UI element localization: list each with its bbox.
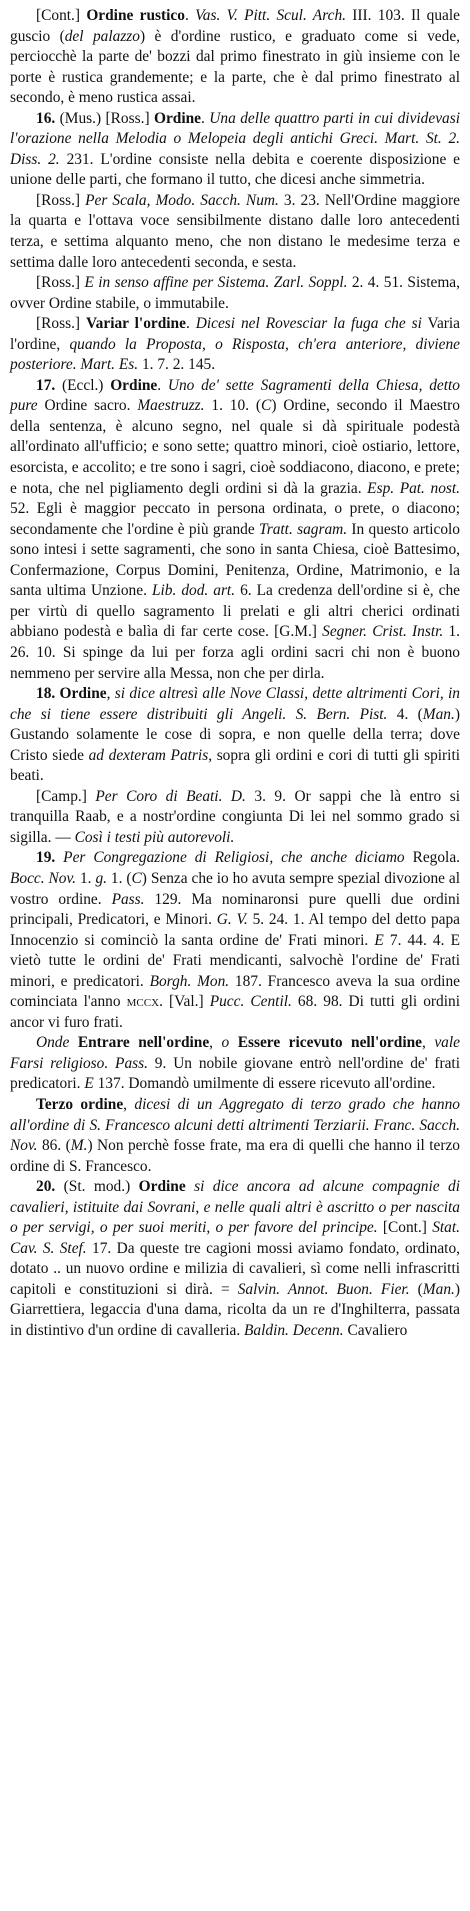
dictionary-entry-paragraph <box>10 1177 460 1341</box>
text-run: 129. Ma nominaronsi pure quelli due ordini principali, Predicatori, e Minori. <box>10 890 460 929</box>
text-run: Dicesi nel Rovesciar la fuga che si <box>195 315 422 333</box>
text-run: C <box>261 397 272 415</box>
text-run: Ordine <box>110 376 158 394</box>
text-run: 1. 26. 10. Si spinge da lui per forza agli ordini sacri chi non è buono nemmeno per servire alla Messa, non che per dirla. <box>10 623 461 682</box>
text-run: 1. <box>76 869 96 887</box>
dictionary-entry-paragraph <box>10 787 460 849</box>
text-run: 3. 9. Or sappi che là entro si tranquilla Raab, e a nostr'ordine congiunta Di lei nel sommo grado si sigilla. — <box>10 787 460 846</box>
text-run: E in senso affine per Sistema. Zarl. Soppl. <box>84 274 348 292</box>
text-run: . <box>201 109 210 127</box>
text-run: In questo articolo sono intesi i sette sagramenti, che sono in santa Chiesa, cioè Battesimo, Confermazione, Corpus Domini, Penitenza, Ordine, Matrimonio, e la santa ultima Unzione. <box>10 520 460 600</box>
text-run: Una delle quattro parti in cui dividevasi l'orazione nella Melodia o Melopeia degli antichi Greci. Mart. St. 2. Diss. 2. <box>10 109 461 168</box>
text-run: ) è d'ordine rustico, e graduato come si vede, perciocchè la parte de' bozzi dal primo finestrato in giù insieme con le porte è rustica grandemente; e la parte, che è dal primo finestrato al secondo, è meno rustica assai. <box>10 27 461 107</box>
text-run: 86. ( <box>37 1137 71 1155</box>
text-run: ) Ordine, secondo il Maestro della sentenza, è alcuno segno, nel quale si dà spirituale podestà all'ordinato all'ufficio; e sono sette; quattro minori, cioè ostiario, lettore, esorcista, e accolito; e tre sono i sagri, cioè soddiacono, diacono, e prete; e nota, che nel pigliamento degli ordini si dà la grazia. <box>10 397 460 497</box>
text-run: [Ross.] <box>36 274 85 292</box>
text-run: Borgh. Mon. <box>149 972 230 990</box>
text-run: 187. Francesco aveva la sua ordine cominciata l'anno <box>10 972 460 1011</box>
text-run: , <box>123 1095 135 1113</box>
dictionary-entry-paragraph <box>10 273 460 314</box>
text-run: Ordine rustico <box>86 7 185 24</box>
text-run: ad dexteram Patris <box>88 746 209 764</box>
text-run: 6. La credenza dell'ordine si è, che per virtù di quello sagramento li prelati e gli altri cherici ordinati abbiano podestà e balìa di far certe cose. [G.M.] <box>10 582 460 641</box>
text-run: Per Coro di Beati. D. <box>95 787 246 805</box>
text-run: M. <box>70 1137 88 1155</box>
text-run: Vas. V. Pitt. Scul. Arch. <box>195 7 346 24</box>
text-run: Terzo ordine <box>36 1095 124 1113</box>
text-run: Esp. Pat. nost. <box>367 479 460 497</box>
text-run: mccx <box>126 993 160 1011</box>
text-run: [Ross.] <box>36 315 86 333</box>
text-run: [Cont.] <box>377 1219 433 1237</box>
dictionary-entry-paragraph <box>10 1033 460 1095</box>
text-run <box>186 1178 194 1195</box>
text-run: 231. L'ordine consiste nella debita e coerente disposizione e unione delle parti, che formano il tutto, che dicesi anche simmetria. <box>10 150 460 189</box>
dictionary-entry-paragraph <box>10 376 460 684</box>
text-run: Onde <box>36 1034 70 1052</box>
text-run: (Eccl.) <box>62 376 111 394</box>
text-run: Ordine <box>138 1178 186 1196</box>
text-run <box>229 1034 238 1051</box>
text-run: Pass. <box>111 890 145 908</box>
text-run: 20. <box>36 1178 64 1196</box>
text-run: Lib. dod. art. <box>151 582 236 600</box>
text-run: (St. mod.) <box>63 1178 139 1196</box>
text-run: 2. 4. 51. Sistema, ovver Ordine stabile, o immutabile. <box>10 274 460 312</box>
text-run: 17. <box>36 376 62 394</box>
text-run: (Mus.) [Ross.] <box>59 109 154 127</box>
text-run: 18. Ordine <box>36 685 107 703</box>
text-run: E <box>374 931 384 949</box>
text-run: Regola. <box>404 849 461 867</box>
text-run: E <box>84 1075 94 1093</box>
text-run: [Cont.] <box>36 7 87 24</box>
text-run: , <box>421 1034 435 1052</box>
text-run: Per Scala, Modo. Sacch. Num. <box>85 191 279 209</box>
text-run: Ordine <box>153 109 202 127</box>
text-run: 3. 23. Nell'Ordine maggiore la quarta e l'ottava voce sensibilmente distano dalle loro antecedenti terza, e settima alquanto meno, che non distano le medesime terza e settima dalle loro antecedenti seconda, e sesta. <box>10 191 460 271</box>
text-run: 19. <box>36 849 64 867</box>
text-run: Man. <box>422 705 455 723</box>
dictionary-entry-paragraph <box>10 314 460 376</box>
text-run: , <box>209 1034 222 1052</box>
text-run: , sopra gli ordini e cori di tutti gli spiriti beati. <box>10 746 461 785</box>
text-run: Tratt. sagram. <box>259 520 348 538</box>
text-run: C <box>131 869 142 887</box>
text-run: Pucc. Centil. <box>209 993 292 1011</box>
text-run: si dice altresì alle Nove Classi, dette altrimenti Cori, in che si tiene essere distribuiti gli Angeli. S. Bern. Pist. <box>10 685 460 723</box>
text-run: [Ross.] <box>36 191 86 209</box>
text-run: 4. ( <box>387 705 423 723</box>
text-run: 5. 24. 1. Al tempo del detto papa Innocenzio si cominciò la santa ordine de' Frati minori. <box>10 911 460 949</box>
text-run: 7. 44. 4. E vietò tutte le ordini de' Frati mendicanti, salvochè l'ordine de' Frati minori, e predicatori. <box>10 931 460 990</box>
text-run: Man. <box>422 1280 455 1298</box>
text-run: III. 103. Il quale guscio ( <box>10 7 460 45</box>
text-run: Salvin. Annot. Buon. Fier. <box>237 1280 410 1298</box>
dictionary-entry-paragraph <box>10 848 460 1033</box>
text-run: 137. Domandò umilmente di essere ricevuto all'ordine. <box>93 1075 436 1093</box>
dictionary-entry-paragraph <box>10 1095 460 1177</box>
text-run: G. V. <box>216 911 248 929</box>
text-run: dicesi di un Aggregato di terzo grado che hanno all'ordine di S. Francesco alcuni detti altrimenti Terziarii. Franc. Sacch. Nov. <box>10 1095 460 1155</box>
text-run: . [Val.] <box>159 993 210 1011</box>
text-run: Entrare nell'ordine <box>77 1034 210 1052</box>
text-run: Bocc. Nov. <box>10 869 77 887</box>
text-run: ) Giarrettiera, legaccia d'una dama, ricolta da un re d'Inghilterra, passata in distintivo d'un ordine di cavalleria. <box>10 1280 460 1339</box>
text-run: 52. Egli è maggior peccato in persona ordinata, o prete, o diacono; secondamente che l'ordine è più grande <box>10 500 460 538</box>
text-run: Maestruzz. <box>137 397 205 415</box>
text-run: o <box>221 1034 230 1052</box>
text-run: . <box>157 376 168 394</box>
text-run: ( <box>409 1280 423 1298</box>
text-run: ) Senza che io ho avuta sempre spezial divozione al vostro ordine. <box>10 869 460 908</box>
text-run: Segner. Crist. Instr. <box>322 623 444 641</box>
text-run: quando la Proposta, o Risposta, ch'era anteriore, diviene posteriore. Mart. Es. <box>10 335 460 374</box>
text-run: vale Farsi religioso. Pass. <box>10 1034 460 1072</box>
text-run: Stat. Cav. S. Stef. <box>10 1219 460 1257</box>
dictionary-entry-paragraph <box>10 109 460 191</box>
text-run <box>69 1034 78 1051</box>
text-run: . <box>185 315 196 333</box>
text-run: si dice ancora ad alcune compagnie di cavalieri, istituite dai Sovrani, e nelle quali altri è ascritto o per nascita o per servigi, o per suoi meriti, o per favore del principe. <box>10 1178 460 1237</box>
text-run: del palazzo <box>64 27 140 45</box>
text-run: Uno de' sette Sagramenti della Chiesa, detto pure <box>10 376 460 415</box>
text-run: , <box>106 685 115 703</box>
dictionary-entry-paragraph <box>10 191 460 273</box>
text-run: 1. ( <box>106 869 132 887</box>
dictionary-entry-paragraph <box>10 684 460 787</box>
text-run: [Camp.] <box>36 787 96 805</box>
text-run: Essere ricevuto nell'ordine <box>237 1034 422 1052</box>
text-run: Baldin. Decenn. <box>244 1322 344 1339</box>
text-run: 68. 98. Di tutti gli ordini ancor vi furo frati. <box>10 993 461 1031</box>
text-run: 1. 10. ( <box>204 397 262 415</box>
text-run: Varia l'ordine, <box>10 315 461 353</box>
text-run: 9. Un nobile giovane entrò nell'ordine de' frati predicatori. <box>10 1054 460 1093</box>
text-run: . <box>184 7 196 24</box>
text-run: 16. <box>36 109 60 127</box>
text-run: 1. 7. 2. 145. <box>138 356 216 374</box>
text-run: 17. Da queste tre cagioni mossi aviamo fondato, ordinato, dotato .. un nuovo ordine e milizia di cavalieri, sì come nelli infrascritti capitoli e constituzioni si dirà. = <box>10 1239 460 1298</box>
text-run: g. <box>95 869 107 887</box>
dictionary-entry-paragraph <box>10 6 460 109</box>
text-run: ) Gustando solamente le cose di sopra, e non quelle della terra; dove Cristo siede <box>10 705 460 764</box>
text-run: Per Congregazione di Religiosi, che anche diciamo <box>63 849 405 867</box>
text-run: Cavaliero <box>343 1322 408 1339</box>
text-run: ) Non perchè fosse frate, ma era di quelli che hanno il terzo ordine di S. Francesco. <box>10 1137 460 1175</box>
text-run: Ordine sacro. <box>37 397 138 415</box>
text-run: Variar l'ordine <box>85 315 186 333</box>
text-run: Così i testi più autorevoli. <box>74 828 235 846</box>
